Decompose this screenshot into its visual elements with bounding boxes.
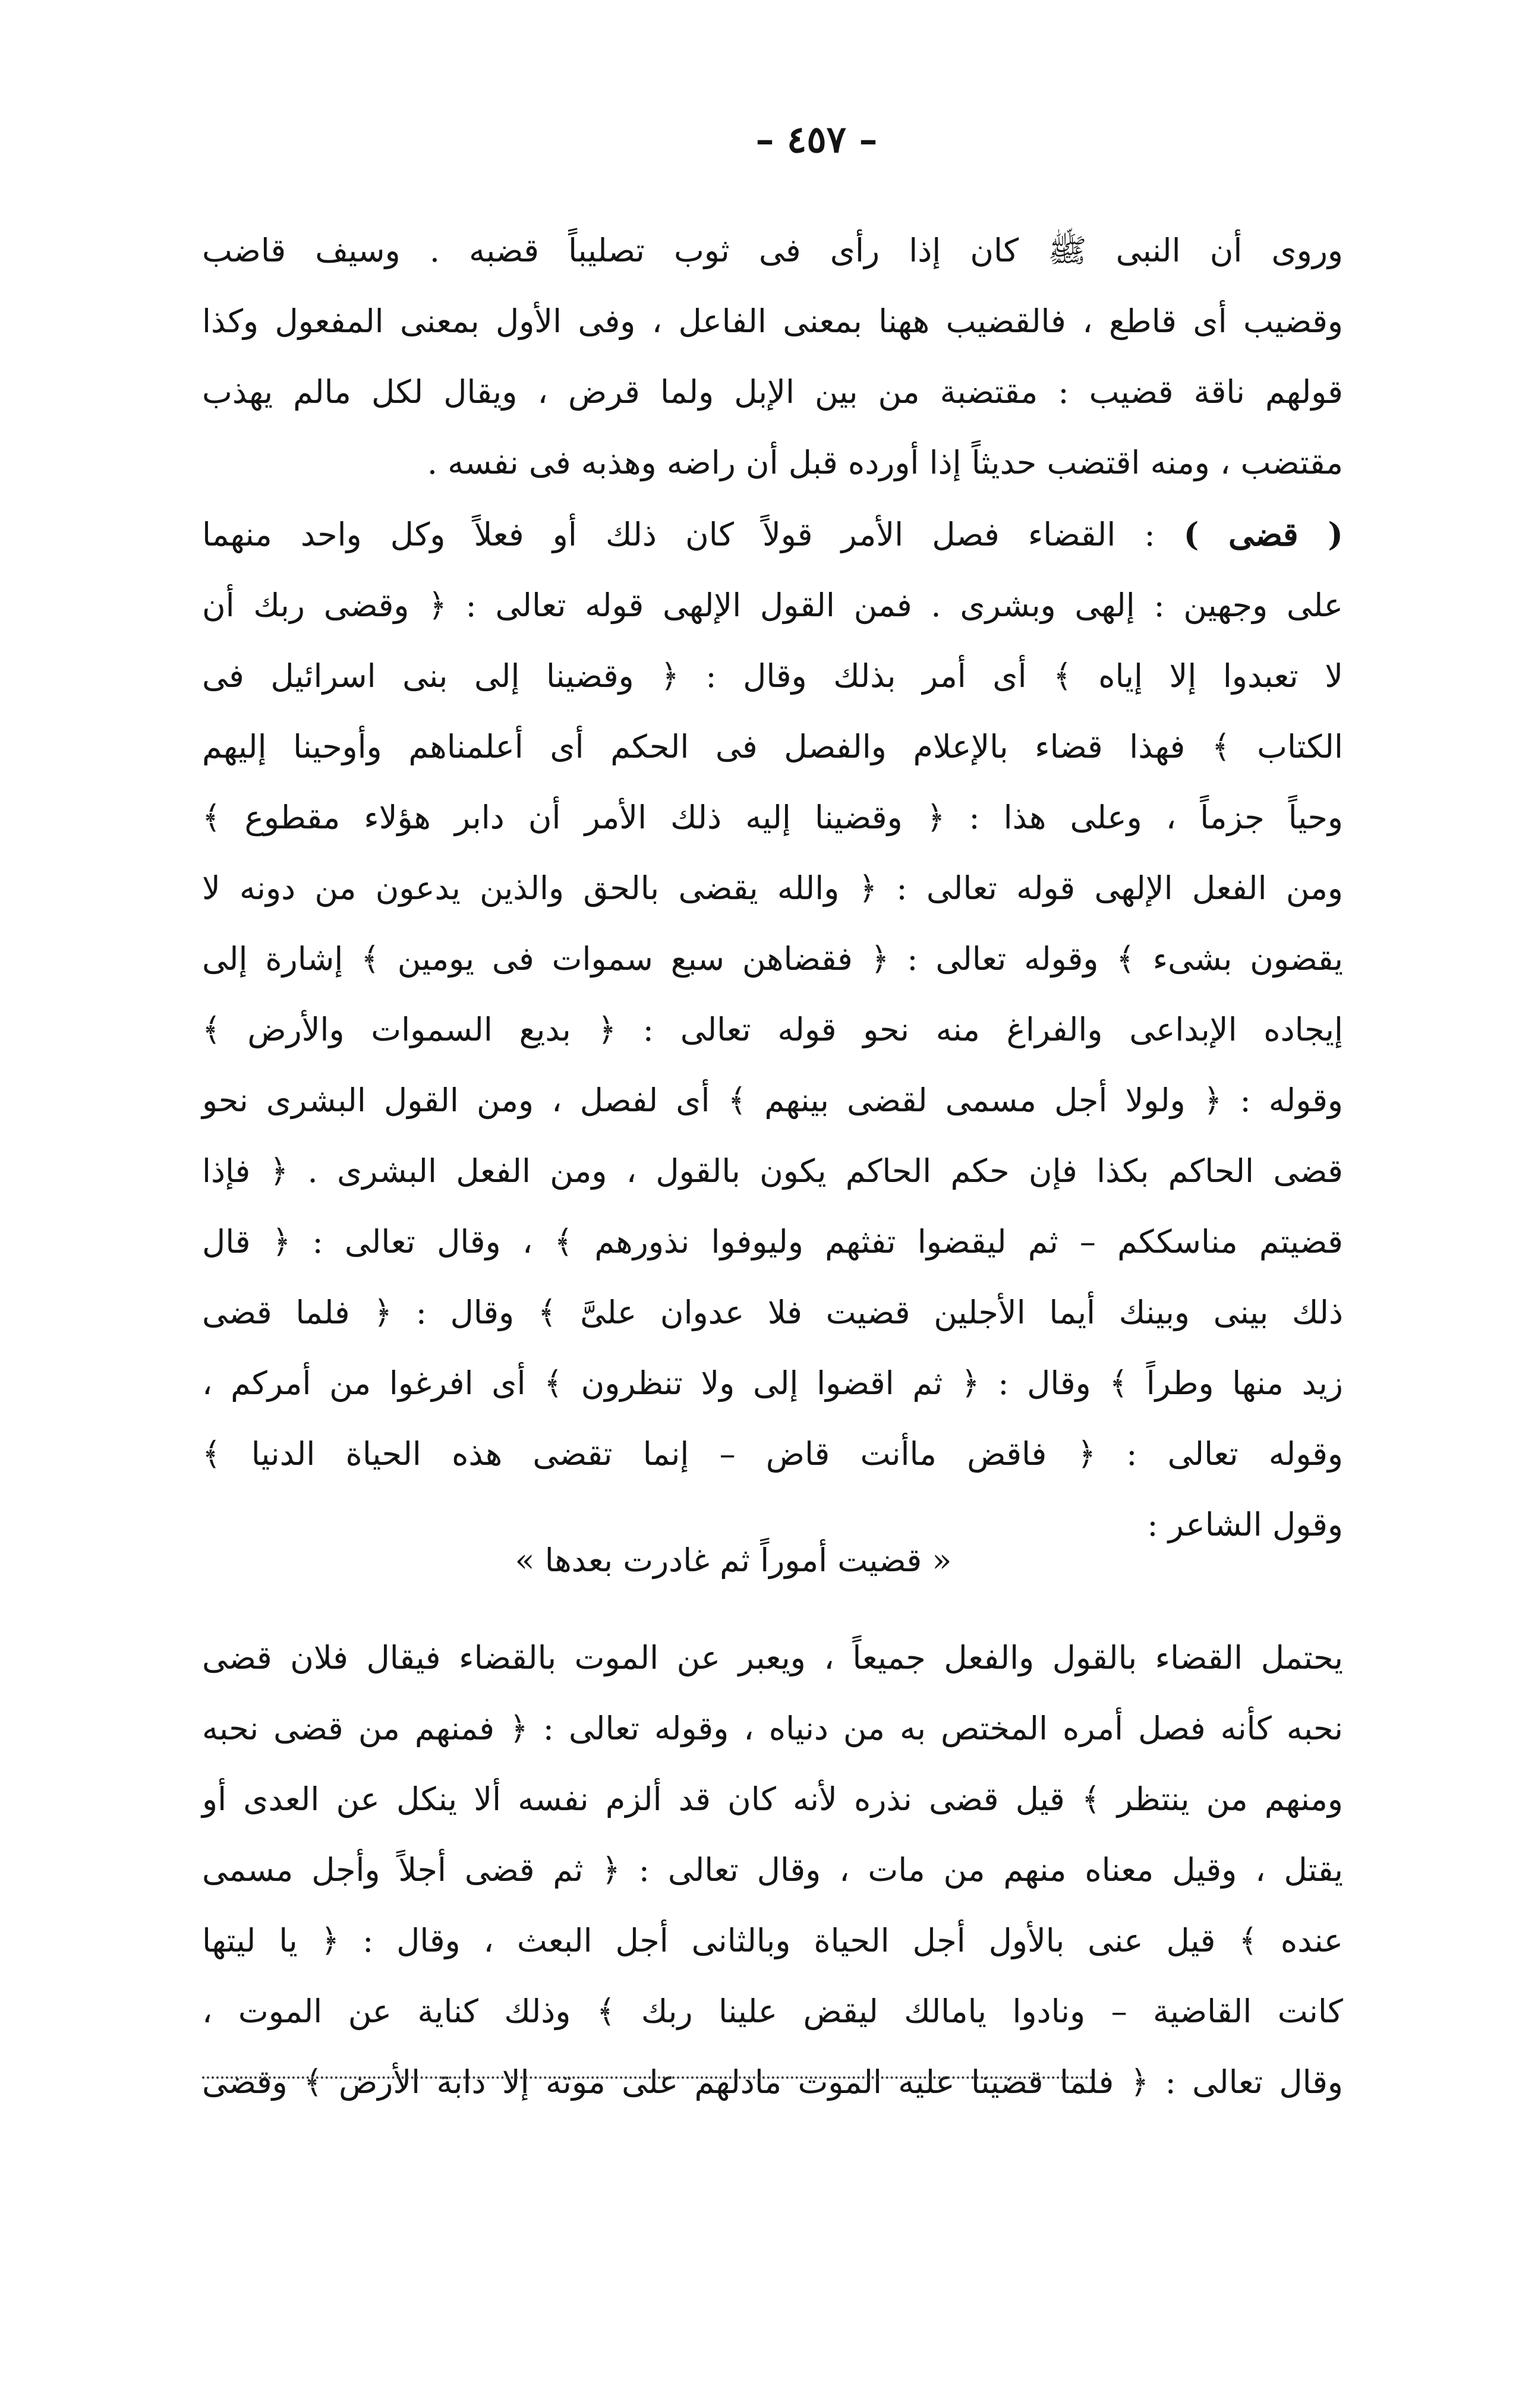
text-line: وقوله : ﴿ ولولا أجل مسمى لقضى بينهم ﴾ أى لفصل ، ومن القول البشرى نحو bbox=[202, 1082, 1343, 1119]
text-line: وقضيب أى قاطع ، فالقضيب ههنا بمعنى الفاعل ، وفى الأول بمعنى المفعول وكذا bbox=[202, 302, 1343, 340]
text-line: مقتضب ، ومنه اقتضب حديثاً إذا أورده قبل أن راضه وهذبه فى نفسه . bbox=[427, 444, 1343, 481]
text-line: وحياً جزماً ، وعلى هذا : ﴿ وقضينا إليه ذلك الأمر أن دابر هؤلاء مقطوع ﴾ bbox=[202, 799, 1343, 836]
text-line: ومنهم من ينتظر ﴾ قيل قضى نذره لأنه كان قد ألزم نفسه ألا ينكل عن العدى أو bbox=[202, 1780, 1343, 1818]
text-span: : القضاء فصل الأمر قولاً كان ذلك أو فعلاً وكل واحد منهما bbox=[202, 516, 1184, 553]
text-line: عنده ﴾ قيل عنى بالأول أجل الحياة وبالثانى أجل البعث ، وقال : ﴿ يا ليتها bbox=[202, 1922, 1343, 1959]
text-line: إيجاده الإبداعى والفراغ منه نحو قوله تعالى : ﴿ بديع السموات والأرض ﴾ bbox=[202, 1011, 1343, 1048]
paragraph-qadab-continuation bbox=[202, 215, 1343, 498]
text-line: كانت القاضية – ونادوا يامالك ليقض علينا ربك ﴾ وذلك كناية عن الموت ، bbox=[202, 1993, 1343, 2030]
text-line: نحبه كأنه فصل أمره المختص به من دنياه ، وقوله تعالى : ﴿ فمنهم من قضى نحبه bbox=[202, 1710, 1343, 1747]
text-line: زيد منها وطراً ﴾ وقال : ﴿ ثم اقضوا إلى ولا تنظرون ﴾ أى افرغوا من أمركم ، bbox=[202, 1364, 1343, 1402]
text-line: قضى الحاكم بكذا فإن حكم الحاكم يكون بالقول ، ومن الفعل البشرى . ﴿ فإذا bbox=[202, 1152, 1343, 1190]
text-line: ذلك بينى وبينك أيما الأجلين قضيت فلا عدوان علىَّ ﴾ وقال : ﴿ فلما قضى bbox=[202, 1294, 1343, 1331]
text-line: وروى أن النبى ﷺ كان إذا رأى فى ثوب تصليباً قضبه . وسيف قاضب bbox=[202, 232, 1343, 269]
text-line: قضيتم مناسككم – ثم ليقضوا تفثهم وليوفوا نذورهم ﴾ ، وقال تعالى : ﴿ قال bbox=[202, 1223, 1343, 1260]
text-line: وقوله تعالى : ﴿ فاقض ماأنت قاض – إنما تقضى هذه الحياة الدنيا ﴾ bbox=[202, 1435, 1343, 1473]
paragraph-qada-entry bbox=[202, 499, 1343, 1560]
text-line: وقول الشاعر : bbox=[1147, 1506, 1343, 1543]
text-line bbox=[202, 499, 1343, 570]
text-line: يقضون بشىء ﴾ وقوله تعالى : ﴿ فقضاهن سبع سموات فى يومين ﴾ إشارة إلى bbox=[202, 940, 1343, 978]
bottom-dotted-rule bbox=[202, 2076, 1093, 2079]
text-line: يقتل ، وقيل معناه منهم من مات ، وقال تعالى : ﴿ ثم قضى أجلاً وأجل مسمى bbox=[202, 1851, 1343, 1889]
poetry-verse: « قضيت أموراً ثم غادرت بعدها » bbox=[515, 1542, 952, 1579]
entry-headword: ( قضى ) bbox=[1183, 515, 1343, 553]
page-number: – ٤٥٧ – bbox=[755, 118, 878, 161]
text-line: لا تعبدوا إلا إياه ﴾ أى أمر بذلك وقال : ﴿ وقضينا إلى بنى اسرائيل فى bbox=[202, 657, 1343, 695]
text-line: على وجهين : إلهى وبشرى . فمن القول الإلهى قوله تعالى : ﴿ وقضى ربك أن bbox=[202, 587, 1343, 624]
paragraph-death-meaning bbox=[202, 1622, 1343, 2117]
text-line: يحتمل القضاء بالقول والفعل جميعاً ، ويعبر عن الموت بالقضاء فيقال فلان قضى bbox=[202, 1639, 1343, 1676]
text-line: وقال تعالى : ﴿ فلما قضينا عليه الموت مادلهم على موته إلا دابة الأرض ﴾ وقضى bbox=[202, 2063, 1343, 2101]
text-line: قولهم ناقة قضيب : مقتضبة من بين الإبل ولما قرض ، ويقال لكل مالم يهذب bbox=[202, 373, 1343, 411]
text-line: ومن الفعل الإلهى قوله تعالى : ﴿ والله يقضى بالحق والذين يدعون من دونه لا bbox=[202, 869, 1343, 907]
text-line: الكتاب ﴾ فهذا قضاء بالإعلام والفصل فى الحكم أى أعلمناهم وأوحينا إليهم bbox=[202, 728, 1343, 765]
